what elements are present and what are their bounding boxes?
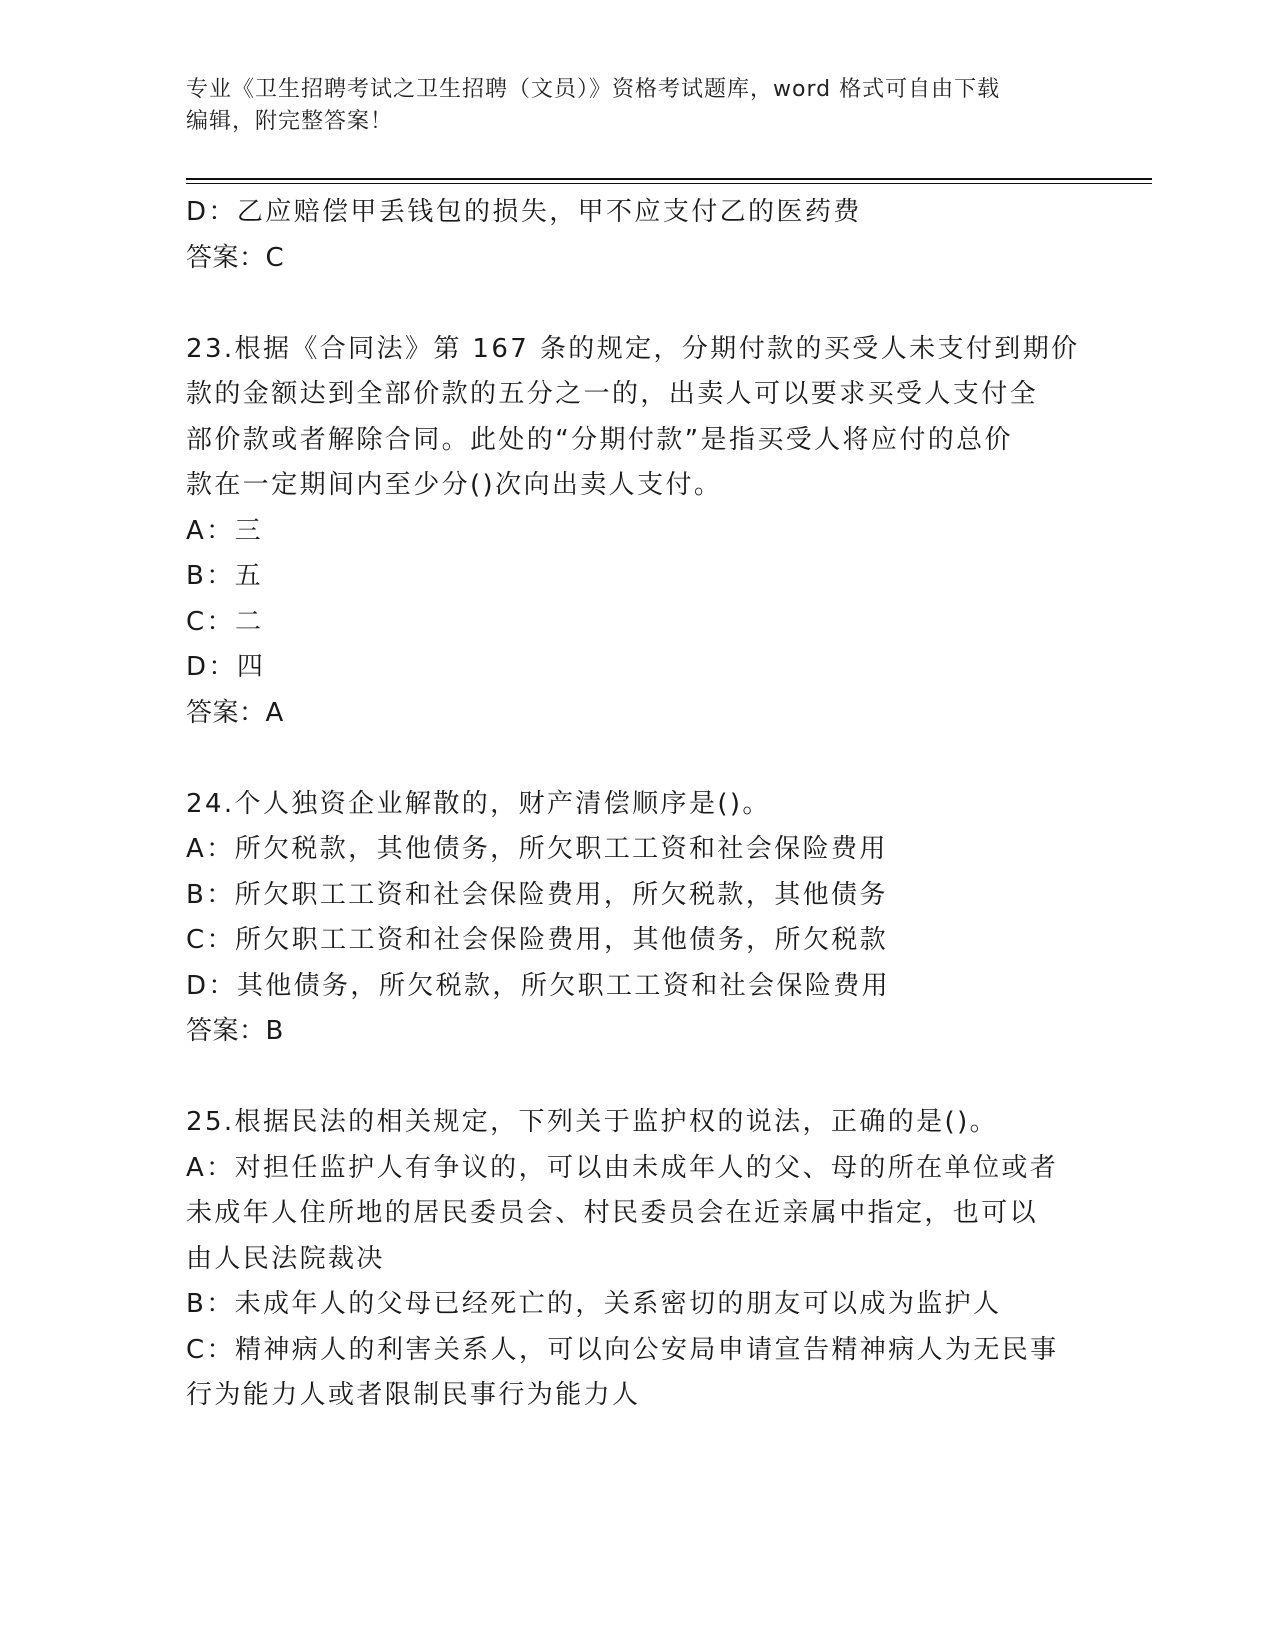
option-line: A：对担任监护人有争议的，可以由未成年人的父、母的所在单位或者 [186,1152,1059,1183]
question-block-23 [186,327,1086,737]
answer-line: 答案：C [186,242,285,273]
question-line: 25.根据民法的相关规定，下列关于监护权的说法，正确的是()。 [186,1107,999,1137]
header-divider-thin [186,183,1152,184]
option-line: A：所欠税款，其他债务，所欠职工工资和社会保险费用 [186,834,888,864]
option-line: 未成年人住所地的居民委员会、村民委员会在近亲属中指定，也可以 [186,1198,1039,1228]
option-line: D：四 [186,652,266,682]
option-line: D：乙应赔偿甲丢钱包的损失，甲不应支付乙的医药费 [186,197,862,227]
option-line: C：所欠职工工资和社会保险费用，其他债务，所欠税款 [186,925,889,955]
spacer [186,1055,1086,1101]
question-line: 款的金额达到全部价款的五分之一的，出卖人可以要求买受人支付全 [186,379,1039,409]
option-line: A：三 [186,515,263,546]
option-line: B：未成年人的父母已经死亡的，关系密切的朋友可以成为监护人 [186,1289,1002,1319]
document-header [186,74,1066,138]
option-line: C：二 [186,606,264,637]
question-line: 24.个人独资企业解散的，财产清偿顺序是()。 [186,788,771,819]
question-line: 23.根据《合同法》第 167 条的规定，分期付款的买受人未支付到期价 [186,333,1080,364]
option-line: D：其他债务，所欠税款，所欠职工工资和社会保险费用 [186,970,891,1001]
answer-line: 答案：A [186,697,284,728]
spacer [186,281,1086,327]
question-block-22-tail [186,190,1086,281]
option-line: 行为能力人或者限制民事行为能力人 [186,1380,641,1410]
question-block-25 [186,1100,1086,1419]
answer-line: 答案：B [186,1016,284,1046]
question-content [186,190,1086,1419]
header-divider-thick [186,178,1152,180]
question-line: 部价款或者解除合同。此处的“分期付款”是指买受人将应付的总价 [186,424,1013,455]
option-line: C：精神病人的利害关系人，可以向公安局申请宣告精神病人为无民事 [186,1334,1059,1365]
option-line: 由人民法院裁决 [186,1243,385,1274]
question-block-24 [186,782,1086,1055]
header-line-1: 专业《卫生招聘考试之卫生招聘（文员）》资格考试题库，word 格式可自由下载 [186,77,1001,102]
option-line: B：五 [186,561,264,591]
header-line-2: 编辑，附完整答案！ [186,109,394,134]
question-line: 款在一定期间内至少分()次向出卖人支付。 [186,470,723,500]
spacer [186,736,1086,782]
option-line: B：所欠职工工资和社会保险费用，所欠税款，其他债务 [186,879,888,910]
